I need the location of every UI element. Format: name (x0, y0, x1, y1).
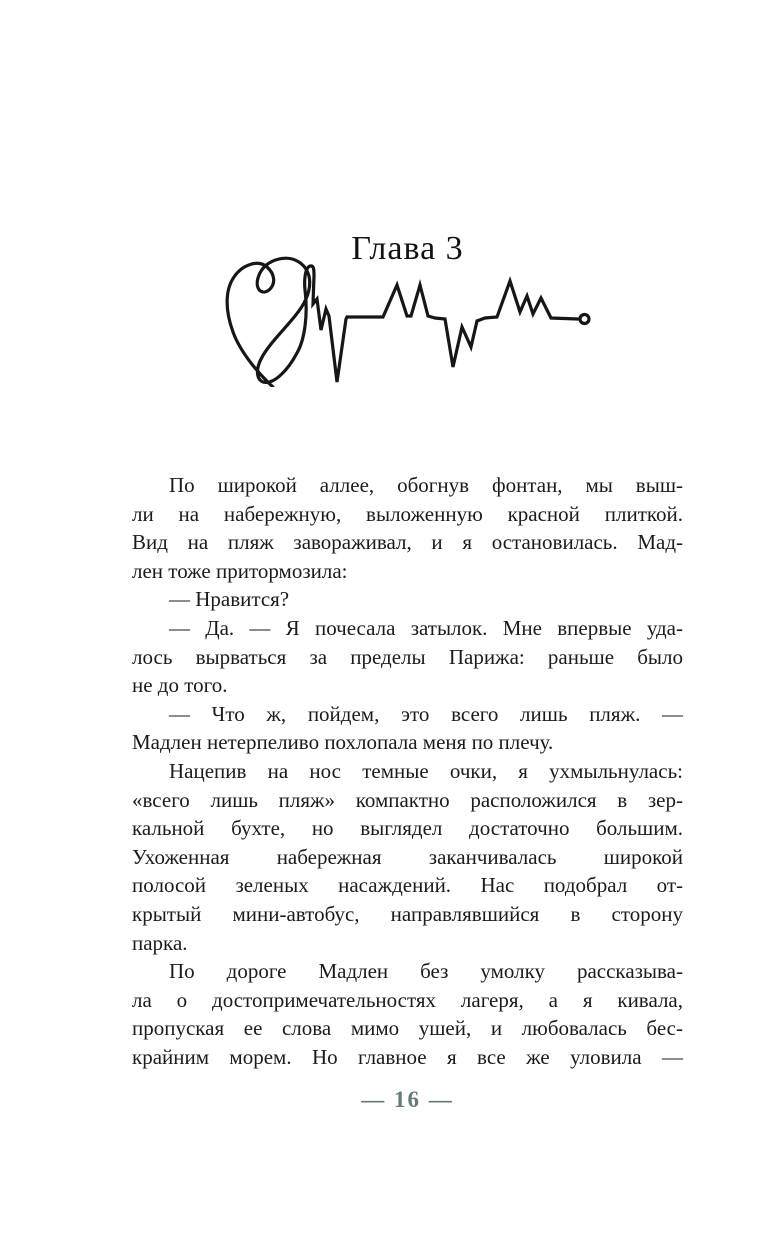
body-line: парка. (132, 930, 188, 955)
body-line dialogue-line: — Да. — Я почесала затылок. Мне впервые уда- (169, 615, 683, 640)
body-line: лен тоже притормозила: (132, 558, 348, 583)
body-text-block (132, 471, 683, 1071)
body-line dialogue-line: — Нравится? (169, 587, 290, 612)
body-line dialogue-line: — Что ж, пойдем, это всего лишь пляж. — (169, 701, 683, 726)
body-line: Вид на пляж завораживал, и я остановилась. Мад- (132, 530, 683, 555)
body-line: ли на набережную, выложенную красной плиткой. (132, 501, 683, 526)
body-line: Мадлен нетерпеливо похлопала меня по плечу. (132, 730, 554, 755)
ekg-end-circle (580, 315, 589, 324)
body-line: По широкой аллее, обогнув фонтан, мы выш- (169, 473, 683, 497)
body-line: кальной бухте, но выглядел достаточно большим. (132, 816, 683, 841)
body-line: ла о достопримечательностях лагеря, а я кивала, (132, 987, 683, 1012)
body-line: лось вырваться за пределы Парижа: раньше было (132, 644, 683, 669)
heart-ekg-path (227, 258, 578, 387)
body-line: не до того. (132, 673, 228, 698)
body-line: полосой зеленых насаждений. Нас подобрал от- (132, 873, 683, 898)
body-line: Нацепив на нос темные очки, я ухмыльнулась: (169, 758, 683, 783)
body-line: Ухоженная набережная заканчивалась широкой (132, 844, 683, 869)
body-line: крытый мини-автобус, направлявшийся в сторону (132, 901, 683, 926)
page-number: — 16 — (361, 1087, 454, 1112)
body-line: крайним морем. Но главное я все же уловила — (132, 1044, 683, 1069)
chapter-title: Глава 3 (351, 230, 464, 267)
body-line: По дороге Мадлен без умолку рассказыва- (169, 959, 683, 984)
body-line: пропуская ее слова мимо ушей, и любовалась бес- (132, 1016, 683, 1041)
heart-ekg-illustration (225, 252, 595, 387)
body-line: «всего лишь пляж» компактно расположился в зер- (132, 787, 683, 812)
